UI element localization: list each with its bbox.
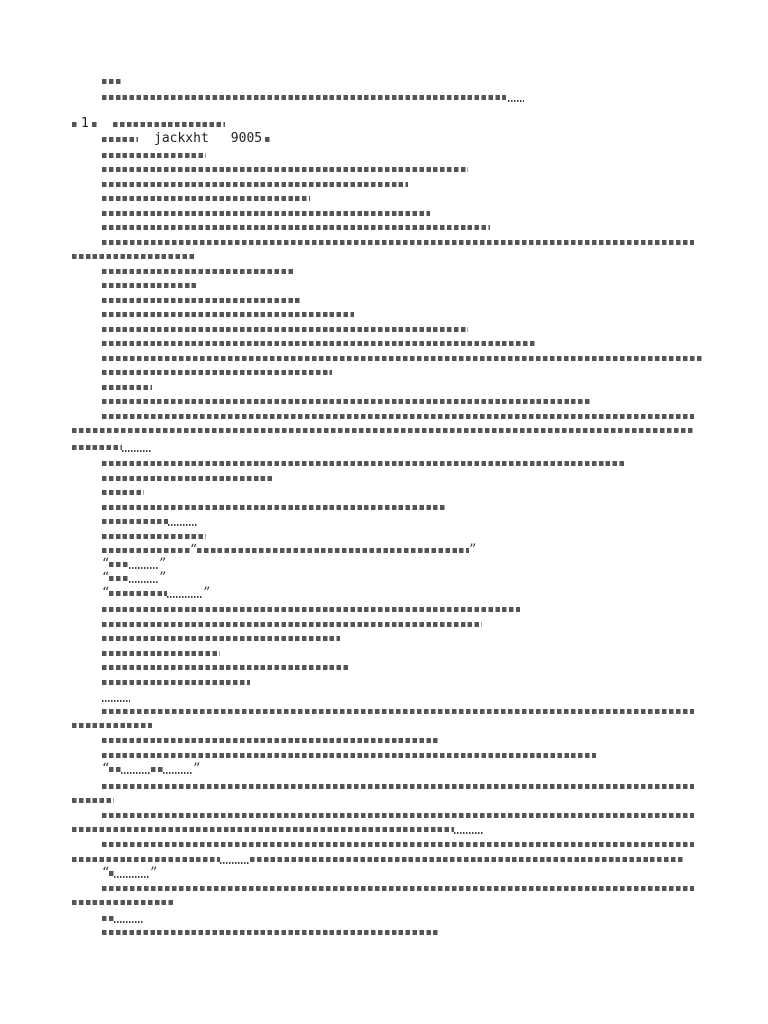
text-line — [102, 148, 206, 162]
text-line — [102, 529, 206, 543]
text-line — [72, 423, 694, 437]
text-line — [102, 602, 520, 616]
text-line — [102, 278, 198, 292]
dialogue-line: “ ” — [102, 570, 167, 586]
text-line — [102, 293, 302, 307]
text-line — [102, 911, 144, 925]
text-line — [102, 351, 702, 365]
text-line — [102, 837, 694, 851]
text-line — [102, 409, 694, 423]
author-handle: jackxht — [154, 131, 209, 146]
text-line — [102, 380, 152, 394]
dialogue-line: “ ” — [102, 543, 476, 557]
text-line — [102, 220, 490, 234]
author-line — [102, 132, 270, 146]
text-line — [102, 733, 438, 747]
text-line — [102, 307, 354, 321]
text-line — [102, 675, 250, 689]
text-line — [72, 852, 684, 866]
text-line — [102, 660, 348, 674]
text-line — [102, 235, 694, 249]
dialogue-line: “ ” — [102, 556, 167, 572]
text-line — [102, 191, 310, 205]
text-line — [102, 485, 144, 499]
dialogue-line: “ ” — [102, 585, 211, 601]
text-line — [102, 336, 536, 350]
text-line — [72, 249, 196, 263]
text-line — [102, 162, 468, 176]
text-line — [72, 793, 114, 807]
text-line — [102, 456, 626, 470]
text-line — [102, 500, 446, 514]
preface-line — [102, 90, 524, 104]
text-line — [72, 822, 484, 836]
text-line — [102, 264, 294, 278]
chapter-heading — [72, 117, 225, 131]
dialogue-line: “ ” — [102, 865, 158, 881]
text-line — [102, 704, 694, 718]
text-line — [102, 881, 694, 895]
text-line — [102, 646, 220, 660]
text-line — [102, 690, 130, 704]
preface-heading — [102, 74, 122, 88]
text-line — [102, 617, 482, 631]
text-line — [102, 808, 694, 822]
text-line — [102, 394, 590, 408]
text-line — [102, 206, 430, 220]
text-line — [72, 718, 152, 732]
text-line — [102, 322, 468, 336]
text-line — [102, 471, 274, 485]
text-line — [102, 365, 332, 379]
text-line — [102, 514, 198, 528]
text-line — [102, 925, 438, 939]
chapter-number: 1 — [81, 116, 89, 131]
text-line — [102, 177, 408, 191]
text-line — [72, 440, 152, 454]
text-line — [72, 895, 174, 909]
text-line — [102, 748, 596, 762]
text-line — [102, 631, 340, 645]
text-line — [102, 779, 694, 793]
dialogue-line: “ ” — [102, 761, 201, 777]
author-number: 9005 — [230, 131, 263, 146]
